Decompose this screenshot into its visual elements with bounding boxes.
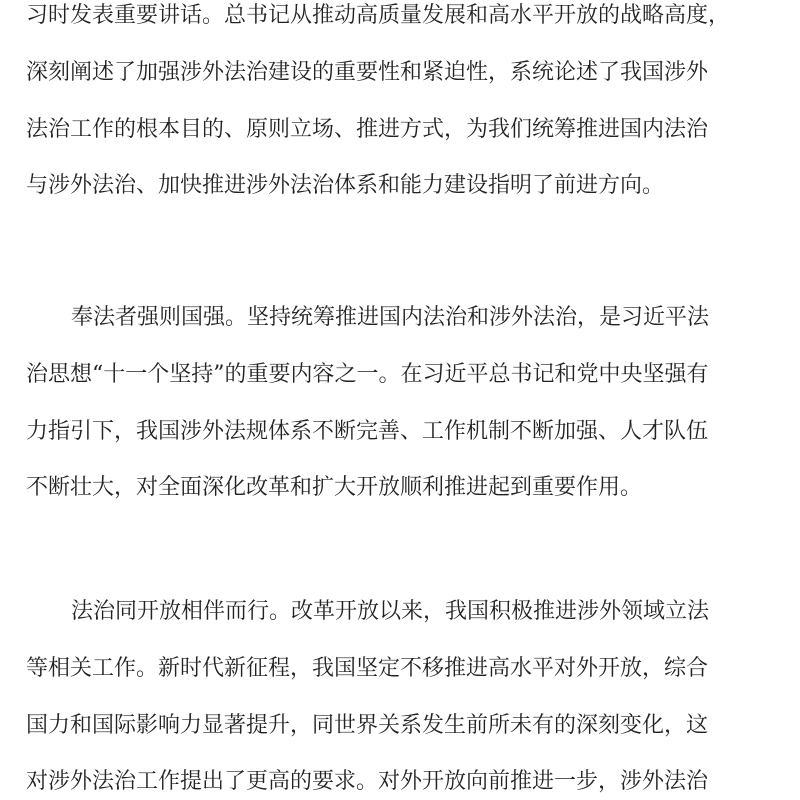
- paragraph-2-line-3: 力指引下，我国涉外法规体系不断完善、工作机制不断加强、人才队伍: [26, 419, 709, 444]
- paragraph-1-line-4: 与涉外法治、加快推进涉外法治体系和能力建设指明了前进方向。: [26, 173, 665, 198]
- paragraph-3-line-4: 对涉外法治工作提出了更高的要求。对外开放向前推进一步，涉外法治: [26, 769, 709, 794]
- paragraph-1-line-3: 法治工作的根本目的、原则立场、推进方式，为我们统筹推进国内法治: [26, 117, 709, 142]
- paragraph-3-line-1: 法治同开放相伴而行。改革开放以来，我国积极推进涉外领域立法: [71, 599, 710, 624]
- paragraph-3-line-3: 国力和国际影响力显著提升，同世界关系发生前所未有的深刻变化，这: [26, 713, 709, 738]
- paragraph-2-line-4: 不断壮大，对全面深化改革和扩大开放顺利推进起到重要作用。: [26, 475, 643, 500]
- paragraph-1-line-1: 习时发表重要讲话。总书记从推动高质量发展和高水平开放的战略高度，: [26, 3, 731, 28]
- paragraph-2-line-1: 奉法者强则国强。坚持统筹推进国内法治和涉外法治，是习近平法: [71, 305, 710, 330]
- paragraph-3-line-2: 等相关工作。新时代新征程，我国坚定不移推进高水平对外开放，综合: [26, 656, 709, 681]
- paragraph-1-line-2: 深刻阐述了加强涉外法治建设的重要性和紧迫性，系统论述了我国涉外: [26, 60, 709, 85]
- paragraph-2-line-2: 治思想“十一个坚持”的重要内容之一。在习近平总书记和党中央坚强有: [26, 362, 709, 387]
